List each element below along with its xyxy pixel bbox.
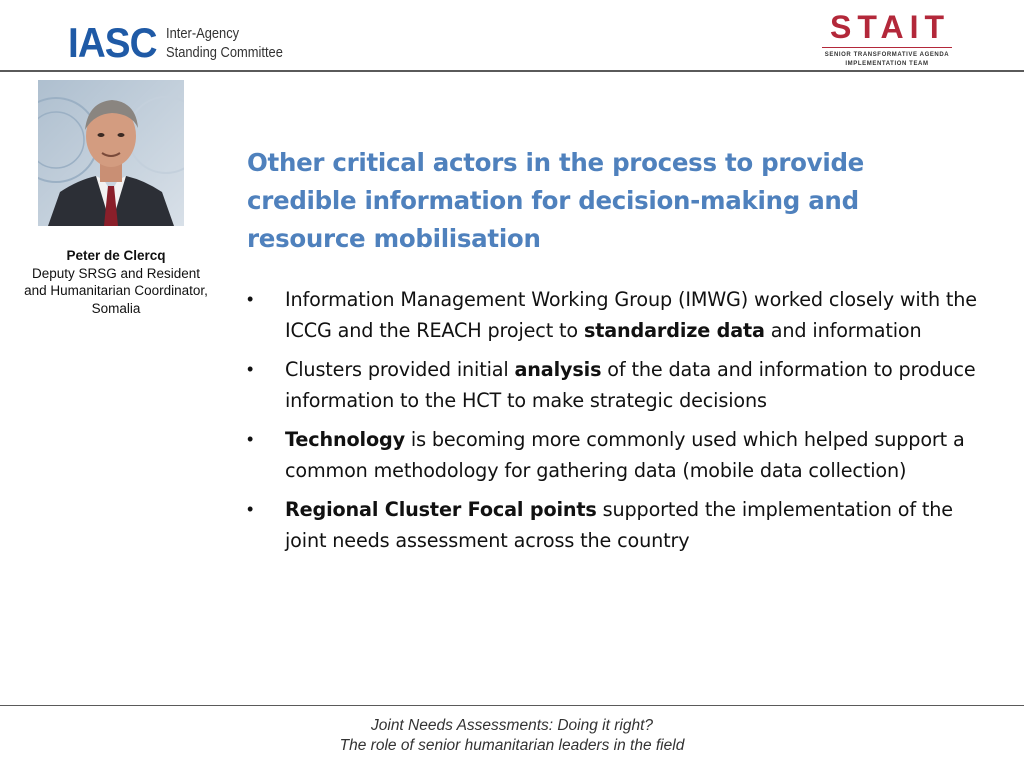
bullet-text-tail: and information: [764, 319, 922, 342]
bullet-emphasis: Regional Cluster Focal points: [285, 498, 597, 521]
bullet-list: [247, 284, 987, 564]
footer-line1: Joint Needs Assessments: Doing it right?: [371, 717, 653, 734]
bullet-emphasis: standardize data: [583, 319, 765, 342]
portrait-caption: [8, 247, 224, 317]
iasc-logo-line1: Inter-Agency: [166, 25, 240, 42]
caption-role-line1: Deputy SRSG and Resident: [31, 265, 201, 281]
bullet-item: [247, 354, 987, 416]
bullet-text: Clusters provided initial: [285, 358, 515, 381]
footer-line2: The role of senior humanitarian leaders in the field: [339, 737, 685, 754]
bullet-marker: •: [247, 289, 254, 309]
portrait-photo: [38, 80, 184, 226]
header-divider: [0, 70, 1024, 72]
bullet-item: [247, 284, 987, 346]
stait-logo-divider: [822, 47, 952, 48]
slide-footer: [0, 716, 1024, 756]
bullet-text: Information Management Working Group (IMWG) worked closely with the ICCG and the REACH project to: [285, 288, 977, 342]
caption-role-line3: Somalia: [91, 300, 141, 316]
iasc-logo-text: [166, 24, 283, 62]
caption-role-line2: and Humanitarian Coordinator,: [24, 283, 208, 298]
iasc-logo: [68, 20, 302, 66]
bullet-text-tail: supported the implementation of the joint needs assessment across the country: [285, 498, 953, 552]
portrait-illustration: [38, 80, 184, 226]
slide-title: Other critical actors in the process to provide credible information for decision-making and resource mobilisation: [247, 148, 865, 253]
bullet-emphasis: Technology: [285, 428, 405, 451]
stait-logo-sub1: SENIOR TRANSFORMATIVE AGENDA: [824, 52, 950, 58]
bullet-text-tail: is becoming more commonly used which helped support a common methodology for gathering data (mobile data collection): [285, 428, 965, 482]
bullet-marker: •: [247, 499, 254, 519]
bullet-marker: •: [247, 429, 254, 449]
bullet-item: [247, 494, 987, 556]
bullet-item: [247, 424, 987, 486]
stait-logo-mark: STAIT: [829, 9, 951, 45]
caption-name: Peter de Clercq: [66, 248, 166, 263]
iasc-logo-mark: IASC: [68, 19, 157, 66]
bullet-marker: •: [247, 359, 254, 379]
footer-divider: [0, 705, 1024, 706]
slide-header: [0, 0, 1024, 72]
stait-logo: [820, 10, 954, 69]
iasc-logo-line2: Standing Committee: [166, 44, 284, 61]
stait-logo-sub2: IMPLEMENTATION TEAM: [845, 61, 929, 67]
bullet-text-tail: of the data and information to produce information to the HCT to make strategic decisions: [285, 358, 976, 412]
bullet-emphasis: analysis: [514, 358, 602, 381]
